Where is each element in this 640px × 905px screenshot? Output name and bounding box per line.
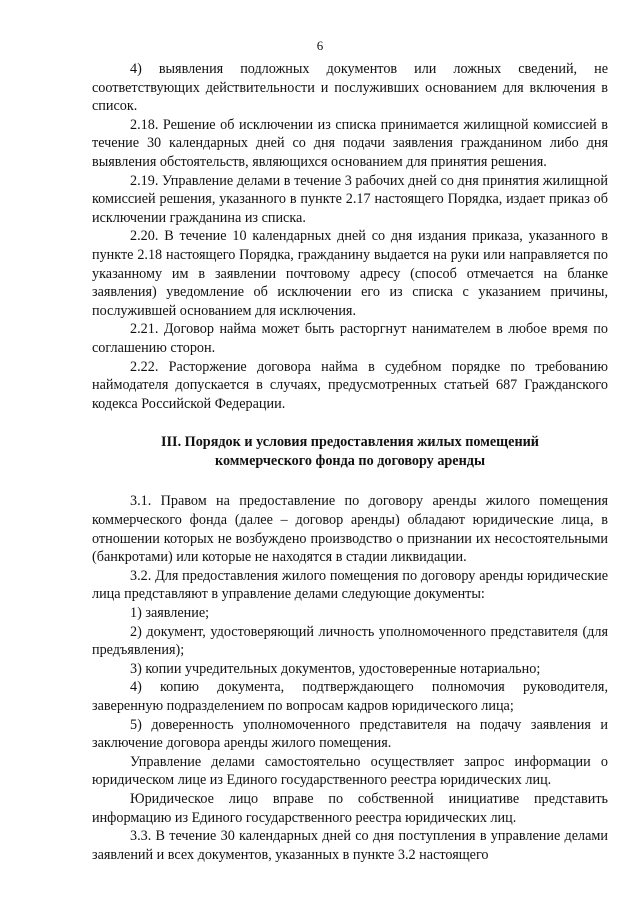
clause-3-2: 3.2. Для предоставления жилого помещения по договору аренды юридические лица представляют в управление делами следующие документы:	[92, 567, 608, 603]
clause-3-3: 3.3. В течение 30 календарных дней со дня поступления в управление делами заявлений и всех документов, указанных в пункте 3.2 настоящего	[92, 828, 608, 863]
document-list-item-5: 5) доверенность уполномоченного представителя на подачу заявления и заключение договора аренды жилого помещения.	[92, 716, 608, 752]
registry-request-paragraph: Управление делами самостоятельно осуществляет запрос информации о юридическом лице из Единого государственного реестра юридических лиц.	[92, 753, 608, 789]
clause-2-22: 2.22. Расторжение договора найма в судебном порядке по требованию наймодателя допускается в случаях, предусмотренных статьей 687 Гражданского кодекса Российской Федерации.	[92, 358, 608, 412]
document-list-item-2: 2) документ, удостоверяющий личность уполномоченного представителя (для предъявления);	[92, 623, 608, 659]
document-list-item-1: 1) заявление;	[130, 605, 210, 622]
page-number: 6	[316, 38, 324, 53]
clause-2-20: 2.20. В течение 10 календарных дней со дня издания приказа, указанного в пункте 2.18 настоящего Порядка, гражданину выдается на руки или направляется по указанному им в заявлении почтовому адресу (способ отмечается на бланке заявления) уведомление об исключении его из списка с указанием причины, послужившей основанием для исключения.	[92, 228, 608, 319]
list-item-4: 4) выявления подложных документов или ложных сведений, не соответствующих действительности и послуживших основанием для включения в список.	[92, 61, 608, 115]
registry-initiative-paragraph: Юридическое лицо вправе по собственной инициативе представить информацию из Единого государственного реестра юридических лиц.	[92, 790, 608, 826]
document-body	[92, 60, 608, 864]
clause-3-1: 3.1. Правом на предоставление по договору аренды жилого помещения коммерческого фонда (далее – договор аренды) обладают юридические лица, в отношении которых не возбуждено производство о признании их несостоятельными (банкротами) или которые не находятся в стадии ликвидации.	[92, 493, 608, 566]
section-title	[92, 433, 608, 470]
clause-2-21: 2.21. Договор найма может быть расторгнут нанимателем в любое время по соглашению сторон.	[92, 321, 608, 356]
clause-2-19: 2.19. Управление делами в течение 3 рабочих дней со дня принятия жилищной комиссией решения, указанного в пункте 2.17 настоящего Порядка, издает приказ об исключении гражданина из списка.	[92, 172, 608, 226]
document-list-item-3: 3) копии учредительных документов, удостоверенные нотариально;	[130, 660, 541, 677]
section-title-line-2: коммерческого фонда по договору аренды	[214, 452, 486, 469]
section-title-line-1: III. Порядок и условия предоставления жилых помещений	[161, 434, 539, 451]
document-list-item-4: 4) копию документа, подтверждающего полномочия руководителя, заверенную подразделением по вопросам кадров юридического лица;	[92, 679, 608, 714]
clause-2-18: 2.18. Решение об исключении из списка принимается жилищной комиссией в течение 30 календарных дней со дня подачи заявления гражданином либо дня выявления обстоятельств, являющихся основанием для принятия решения.	[92, 116, 608, 170]
